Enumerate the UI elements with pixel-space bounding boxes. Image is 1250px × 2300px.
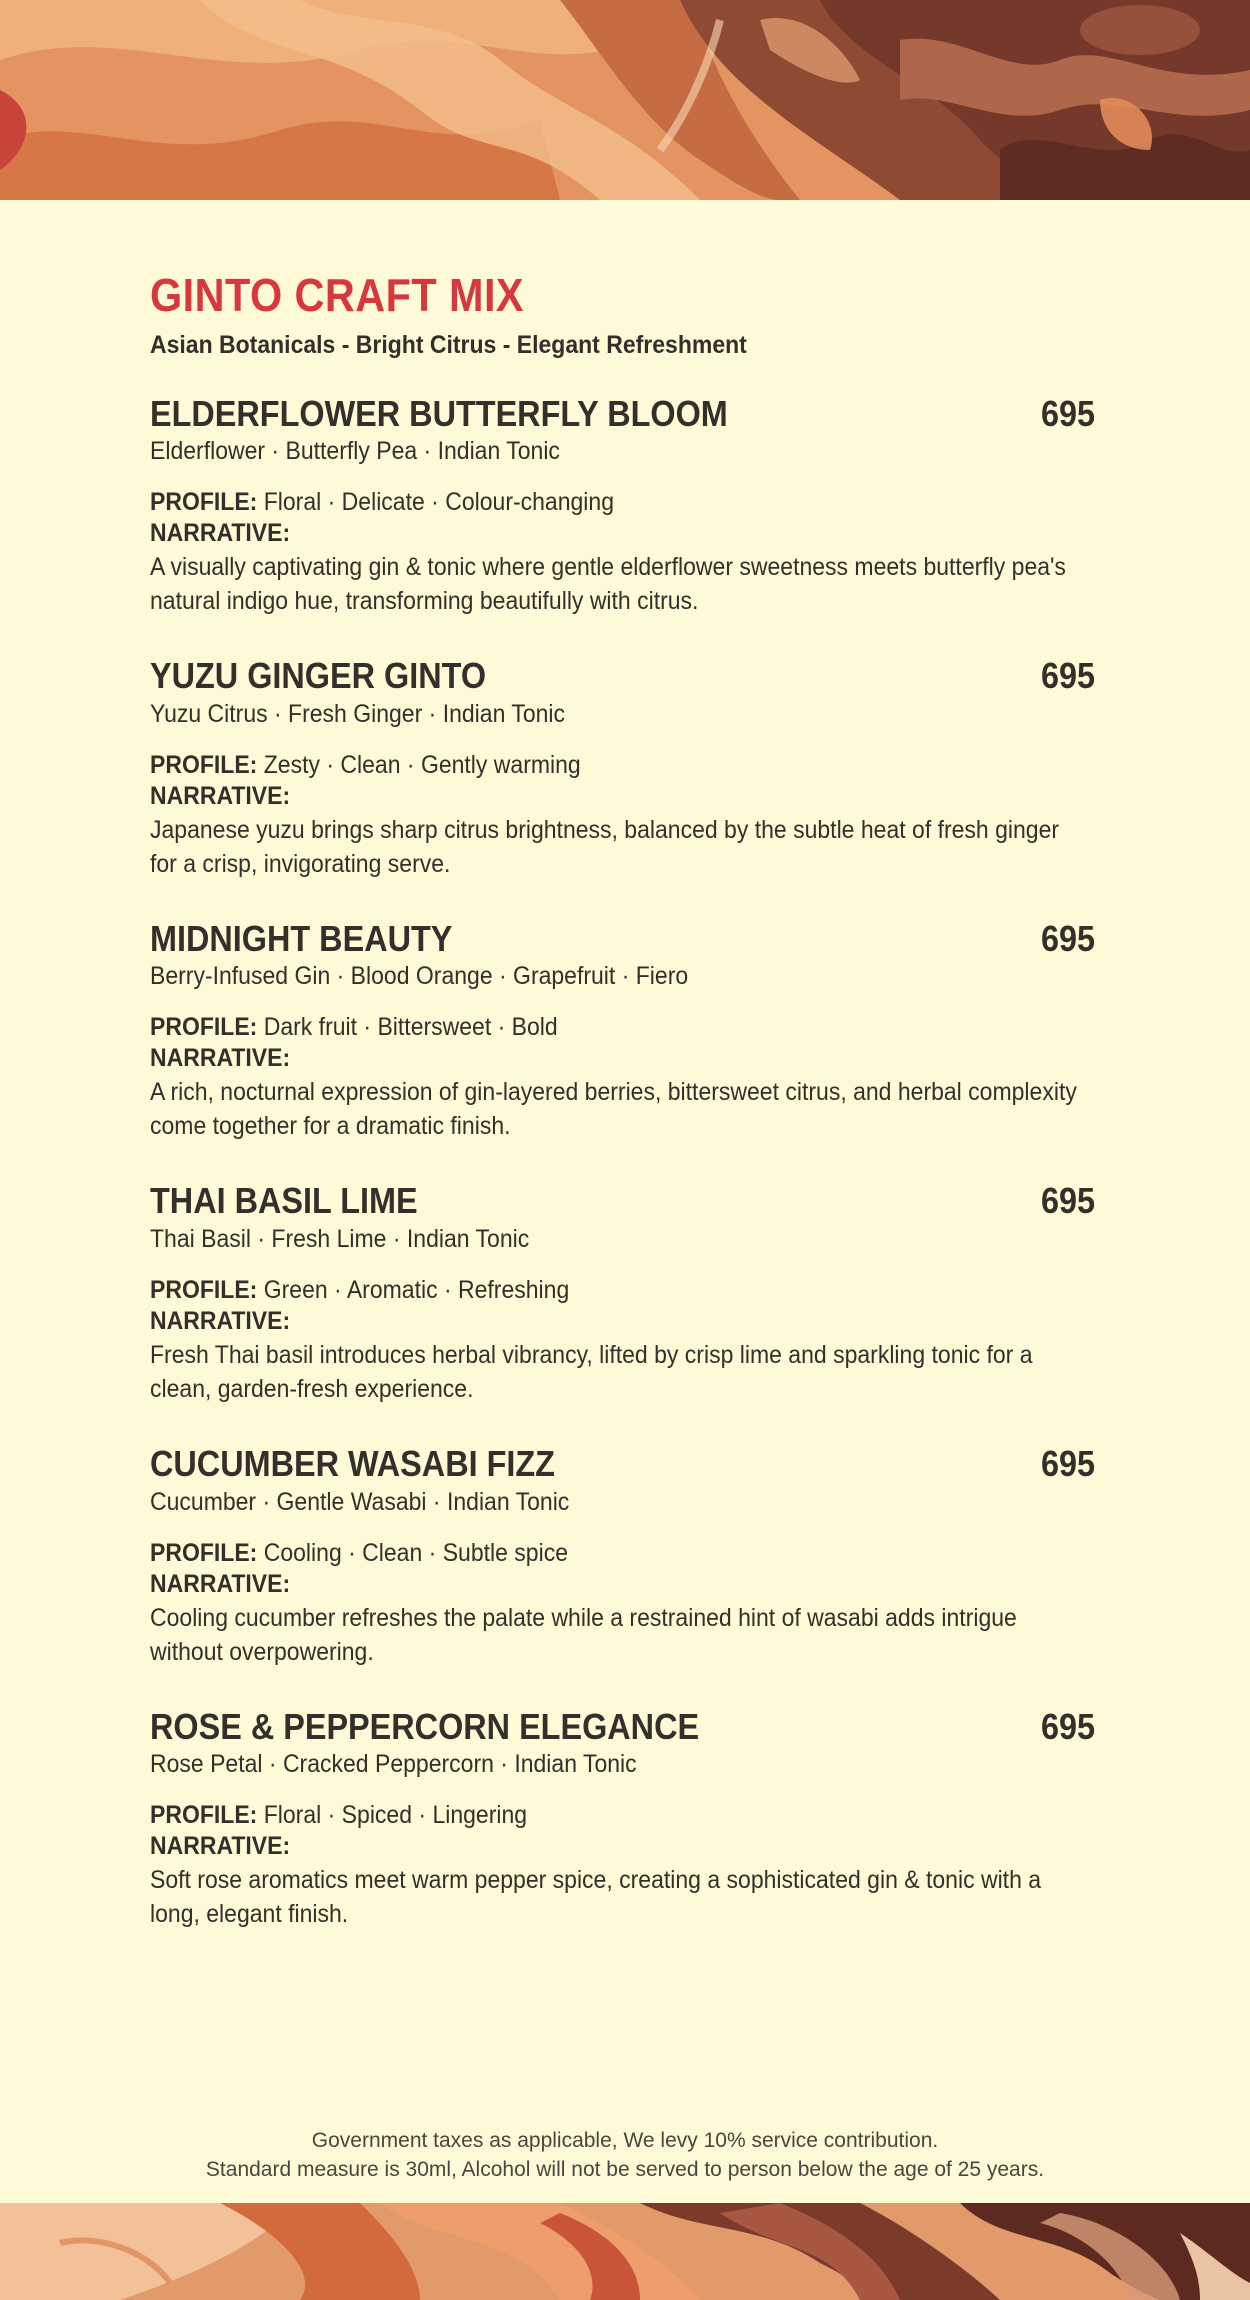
bottom-decorative-banner xyxy=(0,2203,1250,2300)
menu-item xyxy=(150,1444,1095,1669)
item-narrative: Soft rose aromatics meet warm pepper spice, creating a sophisticated gin & tonic with a long, elegant finish. xyxy=(150,1866,1042,1929)
item-price: 695 xyxy=(1040,1442,1095,1484)
profile-value: Floral · Spiced · Lingering xyxy=(263,1801,528,1830)
item-ingredients: Berry-Infused Gin · Blood Orange · Grapefruit · Fiero xyxy=(150,962,689,991)
profile-label: PROFILE: xyxy=(150,1538,258,1567)
item-ingredients: Yuzu Citrus · Fresh Ginger · Indian Tonic xyxy=(150,699,566,728)
footer-tax-note: Government taxes as applicable, We levy 10% service contribution. xyxy=(311,2129,939,2152)
floral-illustration xyxy=(0,2203,1250,2300)
menu-subtitle: Asian Botanicals - Bright Citrus - Elegant Refreshment xyxy=(150,330,747,359)
profile-label: PROFILE: xyxy=(150,1801,258,1830)
item-ingredients: Thai Basil · Fresh Lime · Indian Tonic xyxy=(150,1224,530,1253)
narrative-label: NARRATIVE: xyxy=(150,1569,291,1598)
item-name: MIDNIGHT BEAUTY xyxy=(150,917,453,959)
item-name: YUZU GINGER GINTO xyxy=(150,655,487,697)
item-name: THAI BASIL LIME xyxy=(150,1180,418,1222)
item-price: 695 xyxy=(1040,917,1095,959)
narrative-label: NARRATIVE: xyxy=(150,1832,291,1861)
profile-label: PROFILE: xyxy=(150,488,258,517)
item-name: CUCUMBER WASABI FIZZ xyxy=(150,1442,555,1484)
top-decorative-banner xyxy=(0,0,1250,200)
item-ingredients: Elderflower · Butterfly Pea · Indian Tonic xyxy=(150,437,560,466)
profile-value: Dark fruit · Bittersweet · Bold xyxy=(263,1013,558,1042)
profile-label: PROFILE: xyxy=(150,1275,258,1304)
item-price: 695 xyxy=(1040,1705,1095,1747)
item-profile xyxy=(150,1276,1019,1305)
footer-notice xyxy=(0,2126,1250,2184)
menu-item xyxy=(150,394,1095,619)
item-profile xyxy=(150,1801,1019,1830)
narrative-label: NARRATIVE: xyxy=(150,1306,291,1335)
item-profile xyxy=(150,1013,1019,1042)
item-profile xyxy=(150,488,1019,517)
item-price: 695 xyxy=(1040,655,1095,697)
profile-label: PROFILE: xyxy=(150,1013,258,1042)
item-narrative: Japanese yuzu brings sharp citrus brightness, balanced by the subtle heat of fresh ginger for a crisp, invigorating serve. xyxy=(150,815,1060,878)
item-ingredients: Cucumber · Gentle Wasabi · Indian Tonic xyxy=(150,1487,570,1516)
profile-label: PROFILE: xyxy=(150,750,258,779)
narrative-label: NARRATIVE: xyxy=(150,781,291,810)
menu-item xyxy=(150,656,1095,881)
narrative-label: NARRATIVE: xyxy=(150,1044,291,1073)
item-profile xyxy=(150,1539,1019,1568)
profile-value: Floral · Delicate · Colour-changing xyxy=(263,488,614,517)
item-name: ROSE & PEPPERCORN ELEGANCE xyxy=(150,1705,700,1747)
profile-value: Cooling · Clean · Subtle spice xyxy=(263,1538,569,1567)
item-narrative: A rich, nocturnal expression of gin-layered berries, bittersweet citrus, and herbal complexity come together for a dramatic finish. xyxy=(150,1078,1077,1141)
item-price: 695 xyxy=(1040,392,1095,434)
item-narrative: Cooling cucumber refreshes the palate while a restrained hint of wasabi adds intrigue without overpowering. xyxy=(150,1603,1017,1666)
menu-item-list xyxy=(150,394,1095,1932)
menu-content xyxy=(150,270,1095,1969)
item-ingredients: Rose Petal · Cracked Peppercorn · Indian Tonic xyxy=(150,1750,637,1779)
menu-title: GINTO CRAFT MIX xyxy=(150,269,524,321)
item-price: 695 xyxy=(1040,1180,1095,1222)
item-narrative: A visually captivating gin & tonic where gentle elderflower sweetness meets butterfly pea's natural indigo hue, transforming beautifully with citrus. xyxy=(150,553,1066,616)
footer-measure-note: Standard measure is 30ml, Alcohol will not be served to person below the age of 25 years. xyxy=(205,2158,1045,2181)
menu-item xyxy=(150,919,1095,1144)
menu-item xyxy=(150,1707,1095,1932)
profile-value: Green · Aromatic · Refreshing xyxy=(263,1275,570,1304)
item-narrative: Fresh Thai basil introduces herbal vibrancy, lifted by crisp lime and sparkling tonic for a clean, garden-fresh experience. xyxy=(150,1340,1033,1403)
profile-value: Zesty · Clean · Gently warming xyxy=(263,750,581,779)
narrative-label: NARRATIVE: xyxy=(150,519,291,548)
item-name: ELDERFLOWER BUTTERFLY BLOOM xyxy=(150,392,728,434)
floral-illustration xyxy=(0,0,1250,200)
menu-item xyxy=(150,1181,1095,1406)
item-profile xyxy=(150,751,1019,780)
